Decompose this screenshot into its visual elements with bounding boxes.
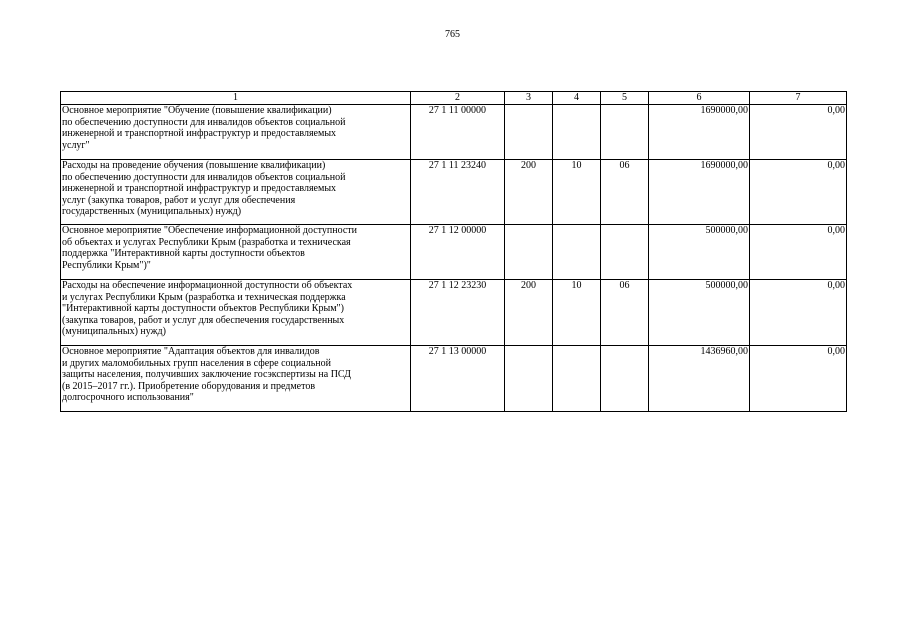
page-number: 765 [445, 29, 460, 40]
row-code: 27 1 13 00000 [411, 346, 505, 412]
row-name: Расходы на проведение обучения (повышение квалификации) по обеспечению доступности для инвалидов объектов социальной инженерной и транспортной инфраструктур и предоставляемых услуг (закупка товаров, работ и услуг для обеспечения государственных (муниципальных) нужд) [61, 160, 411, 225]
row-col5 [601, 225, 649, 280]
row-amount: 500000,00 [649, 280, 750, 346]
row-code: 27 1 11 00000 [411, 105, 505, 160]
row-code: 27 1 11 23240 [411, 160, 505, 225]
row-col3: 200 [505, 160, 553, 225]
row-amount2: 0,00 [750, 225, 847, 280]
row-col5: 06 [601, 280, 649, 346]
row-amount2: 0,00 [750, 346, 847, 412]
row-name: Основное мероприятие "Обеспечение информационной доступности об объектах и услугах Республики Крым (разработка и техническая поддержка "Интерактивной карты доступности объектов Республики Крым")" [61, 225, 411, 280]
row-col5 [601, 346, 649, 412]
col-header-6: 6 [649, 92, 750, 105]
col-header-5: 5 [601, 92, 649, 105]
row-name: Основное мероприятие "Обучение (повышение квалификации) по обеспечению доступности для инвалидов объектов социальной инженерной и транспортной инфраструктур и предоставляемых услуг" [61, 105, 411, 160]
row-col5 [601, 105, 649, 160]
row-col4: 10 [553, 160, 601, 225]
row-amount2: 0,00 [750, 160, 847, 225]
col-header-1: 1 [61, 92, 411, 105]
budget-table [60, 91, 847, 412]
row-name: Расходы на обеспечение информационной доступности об объектах и услугах Республики Крым (разработка и техническая поддержка "Интерактивной карты доступности объектов Республики Крым") (закупка товаров, работ и услуг для обеспечения государственных (муниципальных) нужд) [61, 280, 411, 346]
col-header-3: 3 [505, 92, 553, 105]
row-col5: 06 [601, 160, 649, 225]
table-row [61, 105, 847, 160]
row-amount: 1690000,00 [649, 105, 750, 160]
row-amount2: 0,00 [750, 280, 847, 346]
row-code: 27 1 12 23230 [411, 280, 505, 346]
row-code: 27 1 12 00000 [411, 225, 505, 280]
col-header-2: 2 [411, 92, 505, 105]
row-col4 [553, 105, 601, 160]
col-header-4: 4 [553, 92, 601, 105]
row-col3 [505, 105, 553, 160]
row-col3 [505, 346, 553, 412]
col-header-7: 7 [750, 92, 847, 105]
row-amount: 500000,00 [649, 225, 750, 280]
row-col4 [553, 225, 601, 280]
header-row [61, 92, 847, 105]
table-row [61, 346, 847, 412]
row-amount2: 0,00 [750, 105, 847, 160]
row-amount: 1690000,00 [649, 160, 750, 225]
row-col4 [553, 346, 601, 412]
table-row [61, 280, 847, 346]
row-col4: 10 [553, 280, 601, 346]
row-amount: 1436960,00 [649, 346, 750, 412]
row-col3 [505, 225, 553, 280]
table-row [61, 160, 847, 225]
row-col3: 200 [505, 280, 553, 346]
table-row [61, 225, 847, 280]
row-name: Основное мероприятие "Адаптация объектов для инвалидов и других маломобильных групп населения в сфере социальной защиты населения, получивших заключение госэкспертизы на ПСД (в 2015–2017 гг.). Приобретение оборудования и предметов долгосрочного использования" [61, 346, 411, 412]
